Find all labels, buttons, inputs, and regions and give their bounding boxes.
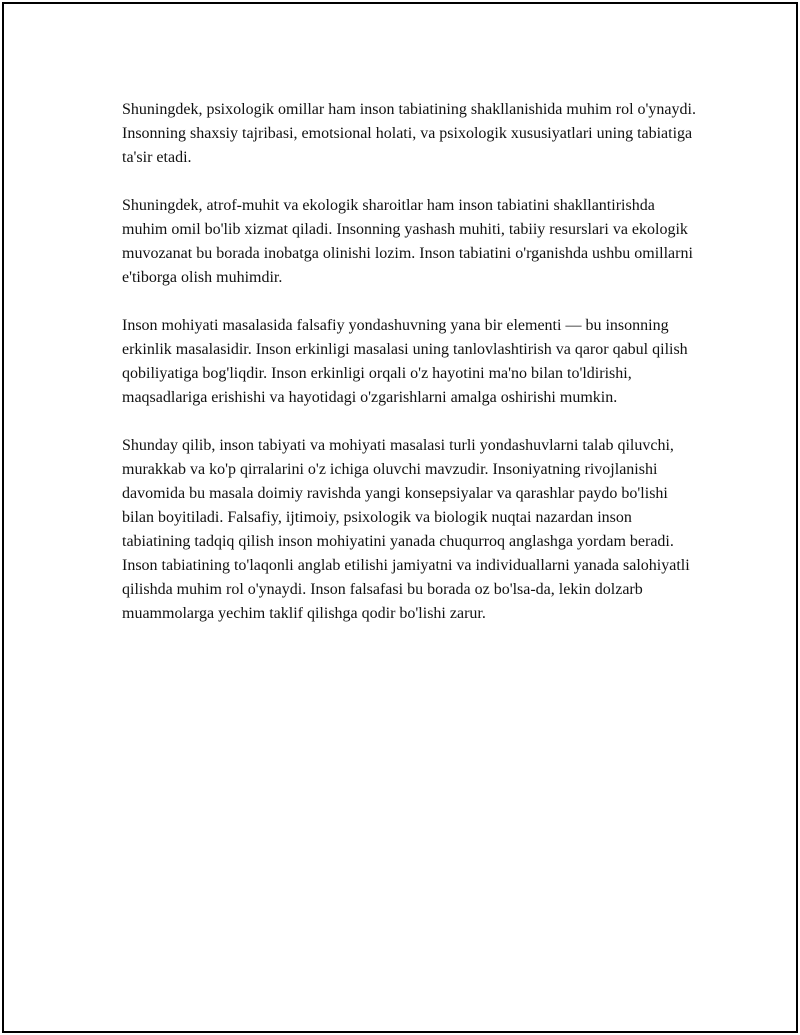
paragraph-psychological-factors: Shuningdek, psixologik omillar ham inson tabiatining shakllanishida muhim rol o'ynaydi. Insonning shaxsiy tajribasi, emotsional holati, va psixologik xususiyatlari uning tabiatiga ta'sir etadi. [122,101,696,166]
paragraph-conclusion: Shunday qilib, inson tabiyati va mohiyati masalasi turli yondashuvlarni talab qiluvchi, murakkab va ko'p qirralarini o'z ichiga oluvchi mavzudir. Insoniyatning rivojlanishi davomida bu masala doimiy ravishda yangi konsepsiyalar va qarashlar paydo bo'lishi bilan boyitiladi. Falsafiy, ijtimoiy, psixologik va biologik nuqtai nazardan inson tabiatining tadqiq qilish inson mohiyatini yanada chuqurroq anglashga yordam beradi. Inson tabiatining to'laqonli anglab etilishi jamiyatni va individuallarni yanada salohiyatli qilishda muhim rol o'ynaydi. Inson falsafasi bu borada oz bo'lsa-da, lekin dolzarb muammolarga yechim taklif qilishga qodir bo'lishi zarur. [122,437,690,622]
paragraph-human-freedom: Inson mohiyati masalasida falsafiy yondashuvning yana bir elementi — bu insonning erkinlik masalasidir. Inson erkinligi masalasi uning tanlovlashtirish va qaror qabul qilish qobiliyatiga bog'liqdir. Inson erkinligi orqali o'z hayotini ma'no bilan to'ldirishi, maqsadlariga erishishi va hayotidagi o'zgarishlarni amalga oshirishi mumkin. [122,317,688,406]
document-body [122,98,702,650]
page-border [2,2,798,1033]
paragraph-environmental-factors: Shuningdek, atrof-muhit va ekologik sharoitlar ham inson tabiatini shakllantirishda muhim omil bo'lib xizmat qiladi. Insonning yashash muhiti, tabiiy resurslari va ekologik muvozanat bu borada inobatga olinishi lozim. Inson tabiatini o'rganishda ushbu omillarni e'tiborga olish muhimdir. [122,197,693,286]
